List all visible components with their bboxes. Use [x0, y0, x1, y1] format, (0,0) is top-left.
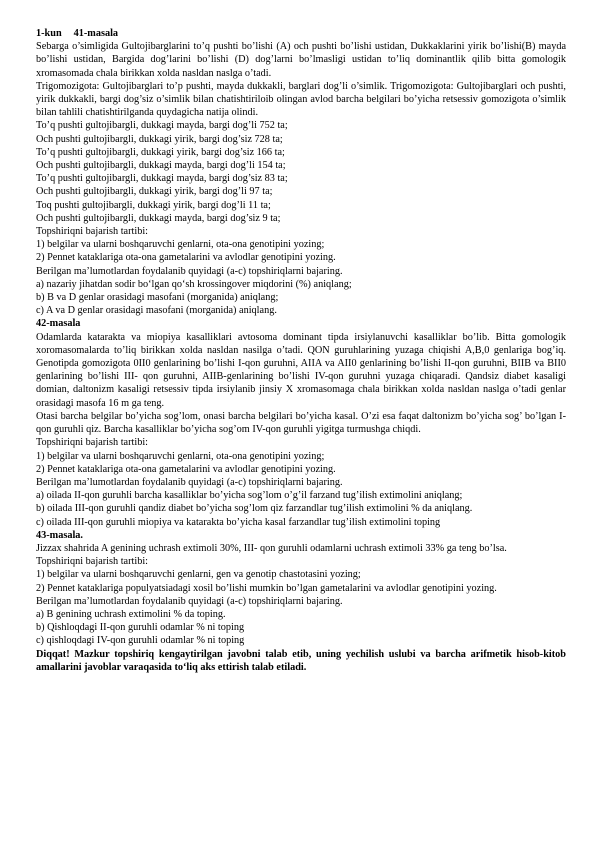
- task-step: 2) Pennet kataklariga ota-ona gametalarini va avlodlar genotipini yozing.: [36, 463, 336, 475]
- question-item: b) Qishloqdagi II-qon guruhli odamlar % ni toping: [36, 622, 245, 634]
- problem-42-case: Otasi barcha belgilar bo’yicha sog’lom, onasi barcha belgilari bo’yicha kasal. O’zi esa faqat daltonizm bo’yicha sog’ bo’lgan I-qon guruhli qiz. Barcha kasalliklar bo’yicha sog’om IV-qon guruhli yigitga turmushga chiqdi.: [36, 410, 566, 436]
- result-line: Och pushti gultojibargli, dukkagi mayda, bargi dog’li 154 ta;: [36, 160, 286, 172]
- result-line: To’q pushti gultojibargli, dukkagi mayda, bargi dog’li 752 ta;: [36, 120, 288, 132]
- task-step: 2) Pennet kataklariga populyatsiadagi xosil bo’lishi mumkin bo’lgan gametalarini va avlodlar genotipini yozing.: [36, 582, 497, 594]
- question-item: c) oilada III-qon guruhli miopiya va katarakta bo’yicha kasal farzandlar tug’ilish extimolini toping: [36, 516, 441, 528]
- question-item: b) B va D genlar orasidagi masofani (morganida) aniqlang;: [36, 292, 279, 304]
- problem-42-title: 42-masala: [36, 318, 81, 330]
- problem-43-intro: Jizzax shahrida A genining uchrash extimoli 30%, III- qon guruhli odamlarni uchrash extimoli 33% ga teng bo’lsa.: [36, 542, 507, 554]
- task-step: 1) belgilar va ularni boshqaruvchi genlarni, gen va genotip chastotasini yozing;: [36, 569, 361, 581]
- task-step: 1) belgilar va ularni boshqaruvchi genlarni, ota-ona genotipini yozing;: [36, 450, 325, 462]
- given-instruction: Berilgan ma’lumotlardan foydalanib quyidagi (a-c) topshiriqlarni bajaring.: [36, 476, 343, 488]
- question-item: a) nazariy jihatdan sodir bo‘lgan qo‘sh krossingover miqdorini (%) aniqlang;: [36, 278, 352, 290]
- question-item: c) qishloqdagi IV-qon guruhli odamlar % ni toping: [36, 635, 245, 647]
- task-order-title: Topshiriqni bajarish tartibi:: [36, 556, 149, 568]
- problem-42-intro: Odamlarda katarakta va miopiya kasalliklari avtosoma dominant tipda irsiylanuvchi kasalliklar bo’lib. Bitta gomologik xoromasomalarda to’liq birikkan xolda nasldan nasilga o’tadi. QON guruhlarining yuzaga chiqishi A,B,0 genlariga bog’iq. Genotipda gomozigota 0II0 genlarining bo’lishi I-qon guruhni, AIIA va AII0 genlarining bo’lishi II-qon guruhni, BIIB va BII0 genlarining bo’lishi III- qon guruhni, AIIB-genlarining bo’lishi IV-qon guruhni yuzaga chiqaradi. Qandsiz diabet kasaligi domian, daltonizm kasaligi retsessiv tipda irsiylanib jinsiy X xromasomaga chala birikkan xolda nasldan naslga o’tadi genlar orasidagi masofa 16 m ga teng.: [36, 331, 566, 409]
- question-item: a) oilada II-qon guruhli barcha kasalliklar bo’yicha sog’lom o’g’il farzand tug’ilish extimolini aniqlang;: [36, 490, 463, 502]
- problem-41-heading: [36, 27, 566, 40]
- question-item: c) A va D genlar orasidagi masofani (morganida) aniqlang.: [36, 305, 277, 317]
- result-line: Toq pushti gultojibargli, dukkagi yirik, bargi dog’li 11 ta;: [36, 199, 271, 211]
- task-order-title: Topshiriqni bajarish tartibi:: [36, 437, 149, 449]
- day-label: 1-kun: [36, 28, 62, 39]
- given-instruction: Berilgan ma’lumotlardan foydalanib quyidagi (a-c) topshiriqlarni bajaring.: [36, 595, 343, 607]
- result-line: Och pushti gultojibargli, dukkagi mayda, bargi dog’siz 9 ta;: [36, 212, 281, 224]
- given-instruction: Berilgan ma’lumotlardan foydalanib quyidagi (a-c) topshiriqlarni bajaring.: [36, 265, 343, 277]
- question-item: b) oilada III-qon guruhli qandiz diabet bo’yicha sog’lom qiz farzandlar tug’ilish extimolini % da aniqlang.: [36, 503, 473, 515]
- attention-note: Diqqat! Mazkur topshiriq kengaytirilgan javobni talab etib, uning yechilish uslubi va barcha arifmetik hisob-kitob amallarini javoblar varaqasida to‘liq aks ettirish talab etiladi.: [36, 648, 566, 673]
- result-line: Och pushti gultojibargli, dukkagi yirik, bargi dog’li 97 ta;: [36, 186, 273, 198]
- result-line: Och pushti gultojibargli, dukkagi yirik, bargi dog’siz 728 ta;: [36, 133, 283, 145]
- problem-41-title: 41-masala: [73, 28, 119, 39]
- task-order-title: Topshiriqni bajarish tartibi:: [36, 226, 149, 238]
- problem-43-title: 43-masala.: [36, 529, 83, 541]
- problem-41-trigozygote: Trigomozigota: Gultojibarglari to’p pushti, mayda dukkakli, barglari dog’li o’simlik. Trigomozigota: Gultojibarglari och pushti, yirik dukkakli, bargi dog’siz o’simlik bilan chatishtiriloib olingan avlod barcha belgilari bo’yicha retsessiv gomozigota o’simlik bilan tahlili chatishtirilganda quydagicha natija olindi.: [36, 80, 566, 119]
- task-step: 1) belgilar va ularni boshqaruvchi genlarni, ota-ona genotipini yozing;: [36, 239, 325, 251]
- result-line: To’q pushti gultojibargli, dukkagi mayda, bargi dog’siz 83 ta;: [36, 173, 288, 185]
- problem-41-intro: Sebarga o’simligida Gultojibarglarini to’q pushti bo’lishi (A) och pushti bo’lishi ustidan, Dukkaklarini yirik bo’lishi(B) mayda bo’lishi ustidan, Bargida dog’larini bo’lishi (D) dog’larni bo’lmasligi ustidan to’liq dominantlik qilib bitta gomologik xromasomada chala birikkan xolda nasldan naslga o’tadi.: [36, 41, 566, 79]
- task-step: 2) Pennet kataklariga ota-ona gametalarini va avlodlar genotipini yozing.: [36, 252, 336, 264]
- result-line: To’q pushti gultojibargli, dukkagi yirik, bargi dog’siz 166 ta;: [36, 146, 285, 158]
- document-page: [36, 27, 566, 674]
- question-item: a) B genining uchrash extimolini % da toping.: [36, 608, 226, 620]
